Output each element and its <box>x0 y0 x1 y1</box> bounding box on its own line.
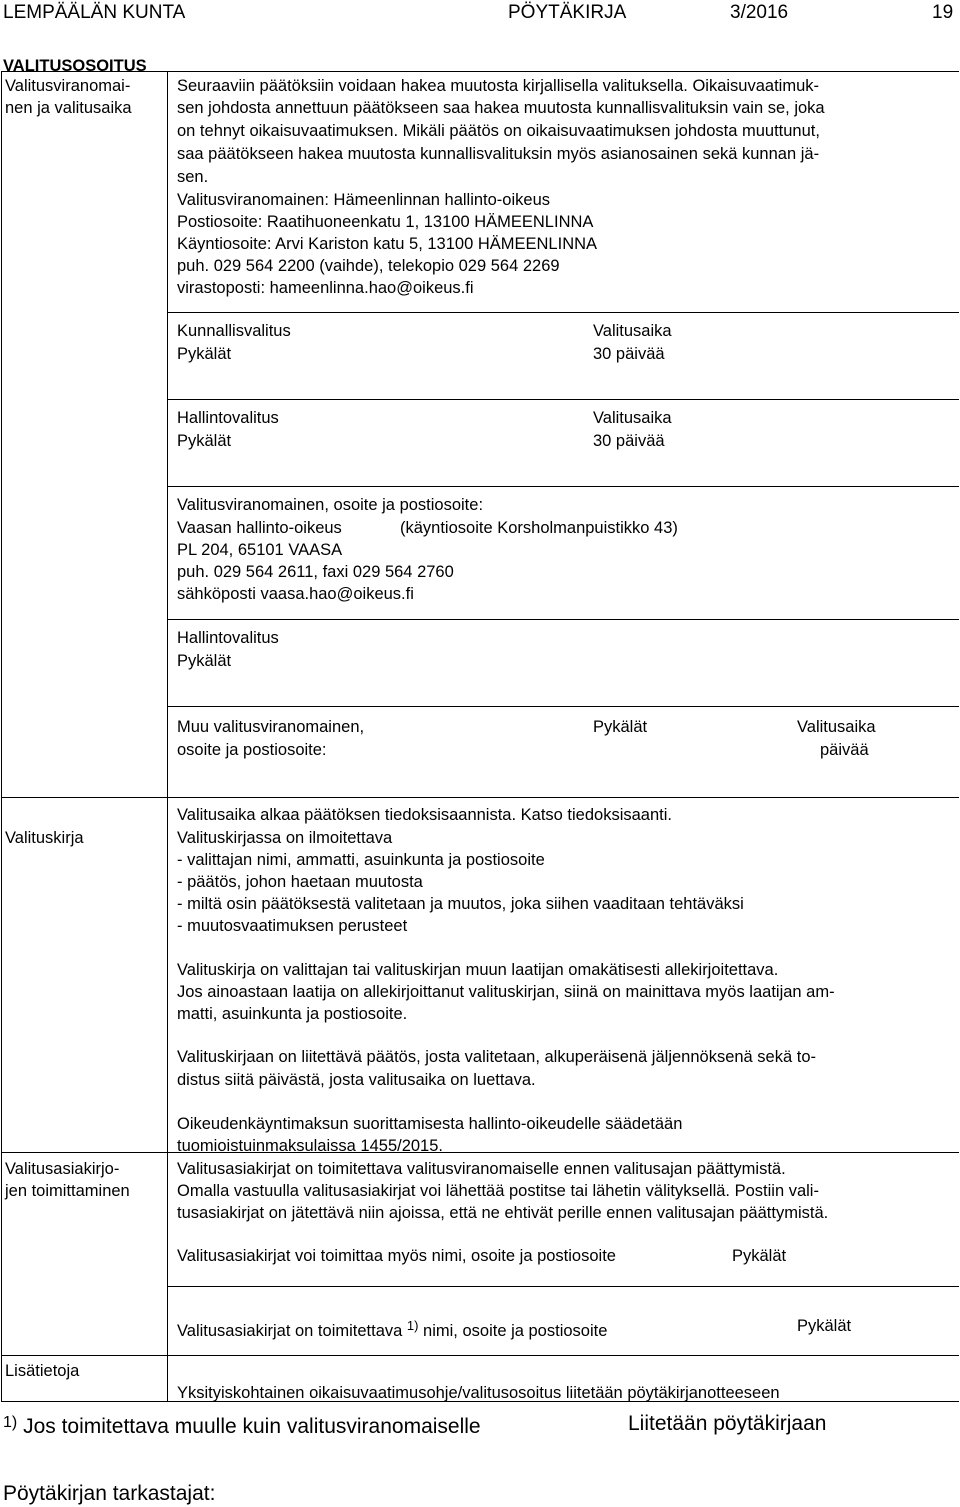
delivery-to-text: Valitusasiakirjat on toimitettava <box>177 1322 403 1340</box>
row-rule <box>167 312 959 313</box>
letter-list-line: - muutosvaatimuksen perusteet <box>177 917 408 935</box>
table-border-top <box>1 71 959 72</box>
vaasa-phone: puh. 029 564 2611, faxi 029 564 2760 <box>177 563 454 581</box>
intro-line: sen. <box>177 168 209 186</box>
section-title: VALITUSOSOITUS <box>3 57 147 75</box>
delivery-to-line <box>177 1315 607 1342</box>
days-label: päivää <box>820 741 869 759</box>
document-type: PÖYTÄKIRJA <box>508 2 627 23</box>
sections-label: Pykälät <box>177 432 232 450</box>
admin-appeal-label: Hallintovalitus <box>177 409 279 427</box>
table-column-divider <box>167 71 168 1401</box>
delivery-line: Omalla vastuulla valitusasiakirjat voi lähettää postitse tai lähetin välityksellä. Postiin vali- <box>177 1182 819 1200</box>
letter-signature-line: Jos ainoastaan laatija on allekirjoittanut valituskirjan, siinä on mainittava myös laatijan am- <box>177 983 835 1001</box>
admin-appeal-label: Hallintovalitus <box>177 629 279 647</box>
sections-label: Pykälät <box>593 718 648 736</box>
hml-phone: puh. 029 564 2200 (vaihde), telekopio 029 564 2269 <box>177 257 560 275</box>
intro-line: sen johdosta annettuun päätökseen saa hakea muutosta kunnallisvalituksin vain se, joka <box>177 99 825 117</box>
delivery-line: tusasiakirjat on jätettävä niin ajoissa, että ne ehtivät perille ennen valitusajan päättymistä. <box>177 1204 829 1222</box>
appeal-period-label: Valitusaika <box>797 718 876 736</box>
section-rule <box>1 797 959 798</box>
letter-signature-line: matti, asuinkunta ja postiosoite. <box>177 1005 408 1023</box>
section-rule <box>1 1355 959 1356</box>
hml-authority: Valitusviranomainen: Hämeenlinnan hallinto-oikeus <box>177 191 550 209</box>
vaasa-court: Vaasan hallinto-oikeus <box>177 519 342 537</box>
vaasa-email: sähköposti vaasa.hao@oikeus.fi <box>177 585 414 603</box>
footnote-marker: 1) <box>406 1318 419 1333</box>
sections-label: Pykälät <box>732 1247 787 1265</box>
intro-line: Seuraaviin päätöksiin voidaan hakea muutosta kirjallisella valituksella. Oikaisuvaatimuk- <box>177 77 819 95</box>
delivery-line: Valitusasiakirjat on toimitettava valitusviranomaiselle ennen valitusajan päättymistä. <box>177 1160 786 1178</box>
vaasa-postal-address: PL 204, 65101 VAASA <box>177 541 343 559</box>
hml-postal-address: Postiosoite: Raatihuoneenkatu 1, 13100 HÄMEENLINNA <box>177 213 594 231</box>
side-label-authority-1: Valitusviranomai- <box>5 77 131 95</box>
letter-list-line: - päätös, johon haetaan muutosta <box>177 873 423 891</box>
footnote-mark: 1) <box>3 1414 18 1431</box>
delivery-other-text: Valitusasiakirjat voi toimittaa myös nimi, osoite ja postiosoite <box>177 1247 616 1265</box>
side-label-delivery-2: jen toimittaminen <box>5 1182 130 1200</box>
row-rule <box>167 706 959 707</box>
letter-fee-line: tuomioistuinmaksulaissa 1455/2015. <box>177 1137 443 1155</box>
municipality-name: LEMPÄÄLÄN KUNTA <box>3 2 186 23</box>
letter-list-line: - miltä osin päätöksestä valitetaan ja muutos, joka siihen vaaditaan tehtäväksi <box>177 895 744 913</box>
delivery-to-address: nimi, osoite ja postiosoite <box>423 1322 608 1340</box>
other-authority-label: Muu valitusviranomainen, <box>177 718 365 736</box>
intro-line: saa päätökseen hakea muutosta kunnallisvalituksin myös asianosainen sekä kunnan jä- <box>177 145 820 163</box>
table-border-bottom <box>1 1401 959 1402</box>
hml-email: virastoposti: hameenlinna.hao@oikeus.fi <box>177 279 474 297</box>
sections-label: Pykälät <box>797 1317 852 1335</box>
appeal-period-label: Valitusaika <box>593 409 672 427</box>
side-label-info: Lisätietoja <box>5 1362 80 1380</box>
footnote-line <box>3 1410 481 1440</box>
side-label-authority-2: nen ja valitusaika <box>5 99 132 117</box>
footnote-attachment-note: Liitetään pöytäkirjaan <box>628 1412 827 1435</box>
row-rule <box>167 399 959 400</box>
sections-label: Pykälät <box>177 345 232 363</box>
appeal-period-value: 30 päivää <box>593 432 665 450</box>
table-border-left <box>1 71 2 1401</box>
row-rule <box>167 1286 959 1287</box>
letter-attachment-line: Valituskirjaan on liitettävä päätös, josta valitetaan, alkuperäisenä jäljennöksenä sekä to- <box>177 1048 816 1066</box>
minutes-checkers-label: Pöytäkirjan tarkastajat: <box>3 1482 216 1505</box>
info-text: Yksityiskohtainen oikaisuvaatimusohje/valitusosoitus liitetään pöytäkirjanotteeseen <box>177 1384 780 1402</box>
letter-list-line: - valittajan nimi, ammatti, asuinkunta ja postiosoite <box>177 851 545 869</box>
hml-visiting-address: Käyntiosoite: Arvi Kariston katu 5, 13100 HÄMEENLINNA <box>177 235 598 253</box>
side-label-letter: Valituskirja <box>5 829 84 847</box>
letter-period-start: Valitusaika alkaa päätöksen tiedoksisaannista. Katso tiedoksisaanti. <box>177 806 672 824</box>
page-number: 19 <box>932 2 954 23</box>
intro-line: on tehnyt oikaisuvaatimuksen. Mikäli päätös on oikaisuvaatimuksen johdosta muuttunut, <box>177 122 820 140</box>
vaasa-visiting-address: (käyntiosoite Korsholmanpuistikko 43) <box>400 519 678 537</box>
municipal-appeal-label: Kunnallisvalitus <box>177 322 291 340</box>
meeting-number: 3/2016 <box>730 2 789 23</box>
row-rule <box>167 486 959 487</box>
section-rule <box>1 1152 959 1153</box>
appeal-period-label: Valitusaika <box>593 322 672 340</box>
appeal-period-value: 30 päivää <box>593 345 665 363</box>
letter-list-line: Valituskirjassa on ilmoitettava <box>177 829 393 847</box>
letter-fee-line: Oikeudenkäyntimaksun suorittamisesta hallinto-oikeudelle säädetään <box>177 1115 683 1133</box>
sections-label: Pykälät <box>177 652 232 670</box>
vaasa-heading: Valitusviranomainen, osoite ja postiosoite: <box>177 496 484 514</box>
other-authority-address-label: osoite ja postiosoite: <box>177 741 327 759</box>
side-label-delivery-1: Valitusasiakirjo- <box>5 1160 120 1178</box>
letter-attachment-line: distus siitä päivästä, josta valitusaika on luettava. <box>177 1071 536 1089</box>
letter-signature-line: Valituskirja on valittajan tai valituskirjan muun laatijan omakätisesti allekirjoitettava. <box>177 961 779 979</box>
footnote-text: Jos toimitettava muulle kuin valitusviranomaiselle <box>23 1415 481 1438</box>
row-rule <box>167 619 959 620</box>
